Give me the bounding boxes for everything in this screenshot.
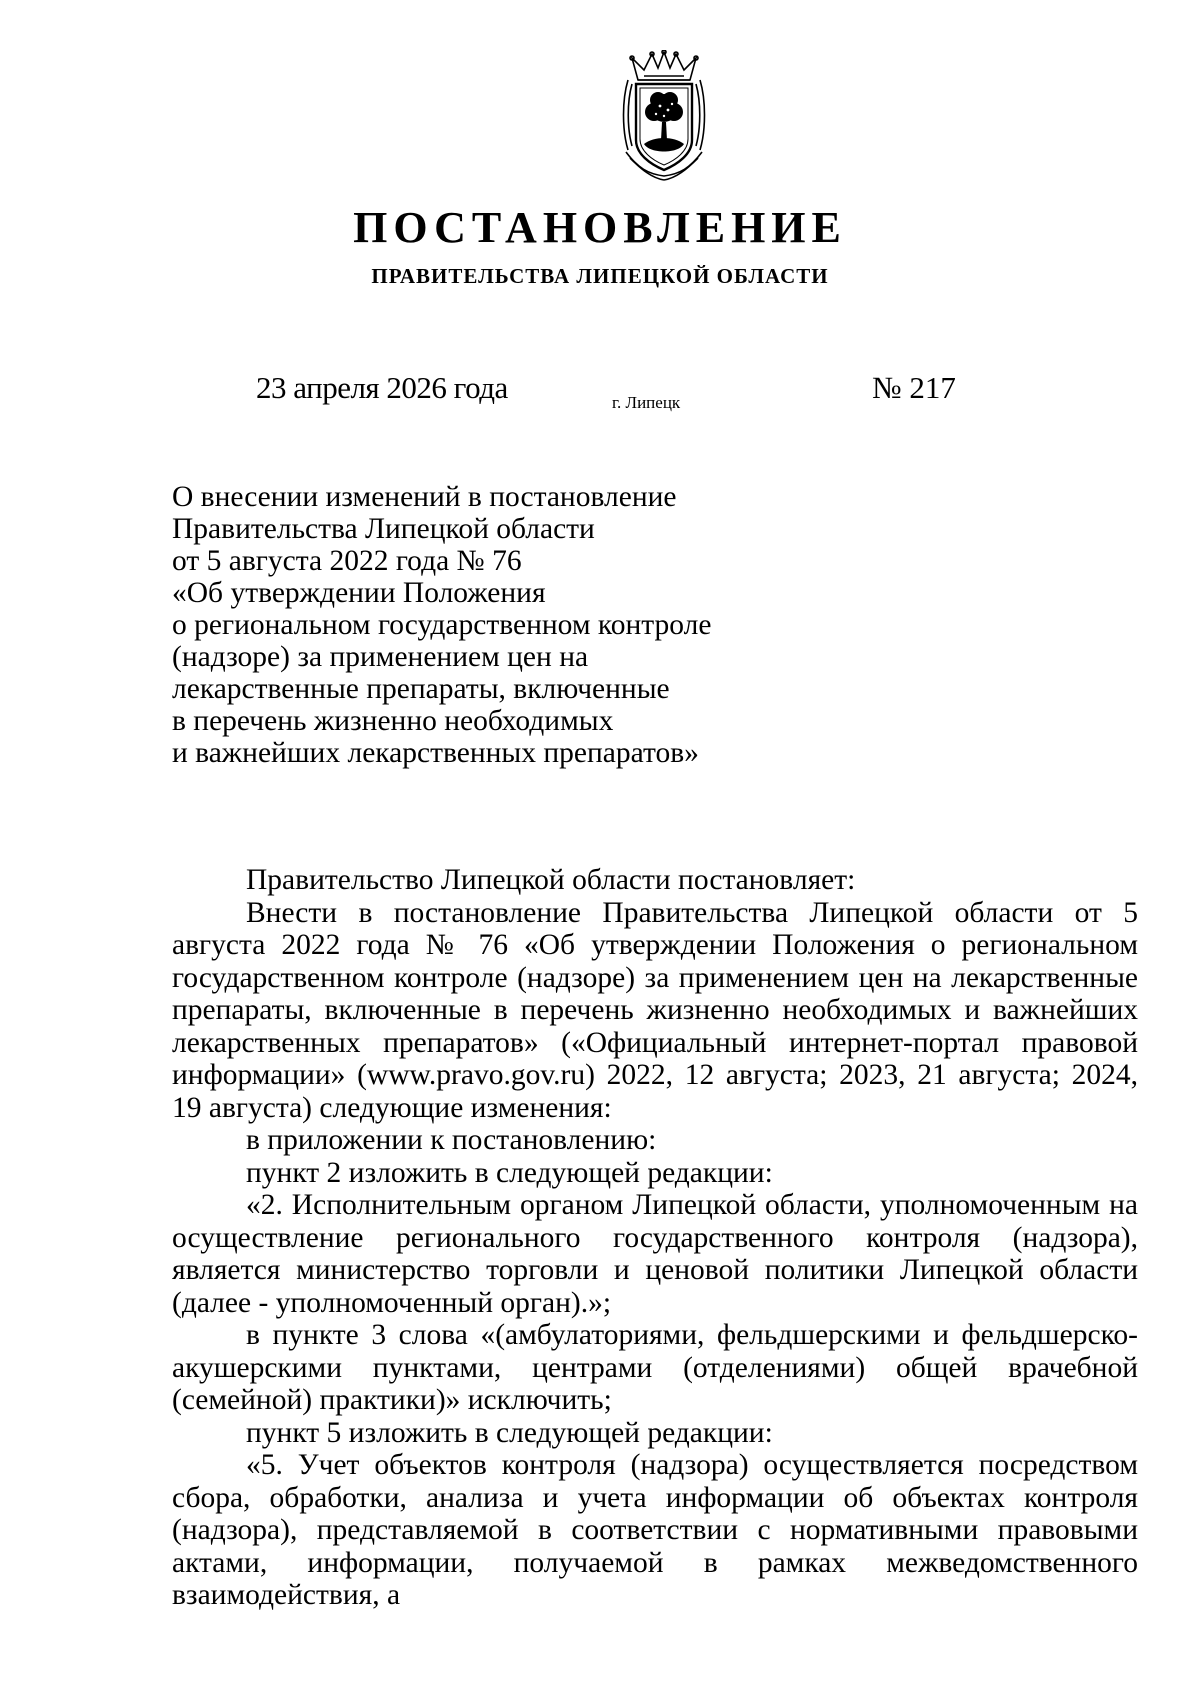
body-paragraph: «2. Исполнительным органом Липецкой области, уполномоченным на осуществление регионального государственного контроля (надзора), является министерство торговли и ценовой политики Липецкой области (далее - уполномоченный орган).»; [172,1189,1138,1319]
title-line: в перечень жизненно необходимых [172,705,614,737]
body-paragraph: Правительство Липецкой области постановляет: [246,864,856,896]
document-type-heading: ПОСТАНОВЛЕНИЕ [353,203,847,252]
title-line: о региональном государственном контроле [172,609,712,641]
issuer-heading: ПРАВИТЕЛЬСТВА ЛИПЕЦКОЙ ОБЛАСТИ [371,264,829,288]
title-line: лекарственные препараты, включенные [172,673,670,705]
title-line: от 5 августа 2022 года № 76 [172,545,522,577]
body-paragraph: пункт 2 изложить в следующей редакции: [246,1156,773,1189]
title-line: и важнейших лекарственных препаратов» [172,737,699,769]
document-city: г. Липецк [612,393,681,412]
title-line: «Об утверждении Положения [172,577,546,609]
body-paragraph: в приложении к постановлению: [246,1124,657,1156]
body-paragraph: в пункте 3 слова «(амбулаториями, фельдшерскими и фельдшерско-акушерскими пунктами, центрами (отделениями) общей врачебной (семейной) практики)» исключить; [172,1319,1138,1416]
title-line: (надзоре) за применением цен на [172,641,589,673]
document-title [172,481,772,769]
title-line: Правительства Липецкой области [172,513,595,545]
body-paragraph: «5. Учет объектов контроля (надзора) осуществляется посредством сбора, обработки, анализа и учета информации об объектах контроля (надзора), представляемой в соответствии с нормативными правовыми актами, информации, получаемой в рамках межведомственного взаимодействия, а [172,1449,1138,1611]
document-date: 23 апреля 2026 года [256,370,508,405]
coat-of-arms-icon [618,50,710,182]
body-paragraph: пункт 5 изложить в следующей редакции: [246,1416,773,1449]
body-paragraph: Внести в постановление Правительства Липецкой области от 5 августа 2022 года № 76 «Об утверждении Положения о региональном государственном контроле (надзоре) за применением цен на лекарственные препараты, включенные в перечень жизненно необходимых и важнейших лекарственных препаратов» («Официальный интернет-портал правовой информации» (www.pravo.gov.ru) 2022, 12 августа; 2023, 21 августа; 2024, 19 августа) следующие изменения: [172,896,1138,1124]
title-line: О внесении изменений в постановление [172,481,677,513]
document-number: № 217 [872,370,956,405]
document-body [172,864,1138,1612]
